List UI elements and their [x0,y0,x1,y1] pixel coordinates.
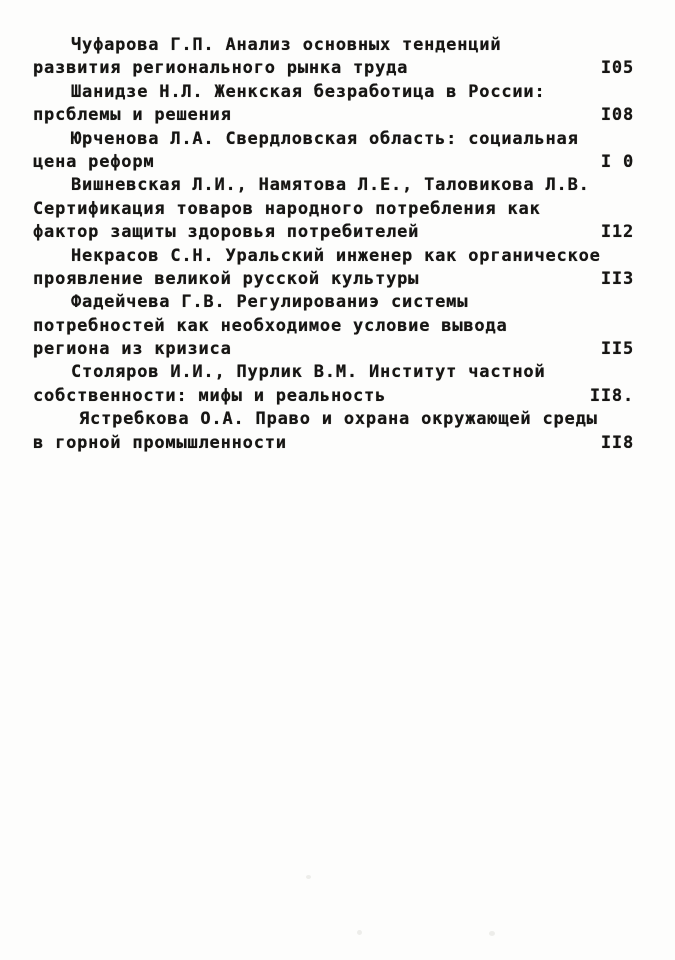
toc-line-text: прсблемы и решения [33,105,232,126]
toc-line [33,81,634,104]
toc-line [33,338,634,361]
toc-line [33,291,634,314]
toc-line [33,221,634,244]
toc-line [33,104,634,127]
toc-line [33,408,634,431]
toc-page-number: II8. [589,385,634,406]
toc-line-text: Юрченова Л.А. Свердловская область: социальная [71,128,579,149]
toc-line-text: Столяров И.И., Пурлик В.М. Институт частной [71,362,546,383]
toc-line-text: собственности: мифы и реальность [33,385,387,406]
toc-line [33,268,634,291]
toc-line-text: Чуфарова Г.П. Анализ основных тенденций [71,35,502,55]
toc-line [33,151,634,174]
toc-line-text: Фадейчева Г.В. Регулированиэ системы [71,292,469,313]
toc-page-number: II5 [600,339,634,360]
toc-line [33,57,634,80]
toc-line [33,128,634,151]
toc-line [33,34,634,57]
toc-line-text: развития регионального рынка труда [33,58,409,79]
toc-line [33,432,634,455]
toc-line-text: цена реформ [33,151,155,172]
toc-line [33,174,634,197]
toc-line-text: Вишневская Л.И., Намятова Л.Е., Таловикова Л.В. [71,175,590,196]
toc-line [33,245,634,268]
toc-line-text: Сертификация товаров народного потребления как [33,198,541,219]
table-of-contents [33,34,634,455]
toc-line-text: Ястребкова О.А. Право и охрана окружающей среды [79,409,598,430]
toc-page-number: I12 [600,222,634,243]
toc-line-text: в горной промышленности [33,432,287,453]
toc-line [33,315,634,338]
scan-speckle [489,931,495,936]
toc-line [33,198,634,221]
toc-page-number: II8 [600,432,634,453]
toc-line [33,361,634,384]
toc-line-text: проявление великой русской культуры [33,268,420,289]
toc-line-text: фактор защиты здоровья потребителей [33,222,420,243]
toc-line [33,385,634,408]
toc-page-number: I08 [600,105,634,126]
toc-page-number: II3 [600,268,634,289]
scan-speckle [357,930,362,935]
toc-line-text: региона из кризиса [33,339,232,360]
toc-page-number: I 0 [600,151,634,172]
toc-line-text: Некрасов С.Н. Уральский инженер как органическое [71,245,601,266]
toc-page-number: I05 [600,58,634,79]
scan-speckle [306,875,311,879]
toc-line-text: потребностей как необходимое условие вывода [33,315,508,336]
toc-line-text: Шанидзе Н.Л. Женкская безработица в России: [71,81,546,102]
